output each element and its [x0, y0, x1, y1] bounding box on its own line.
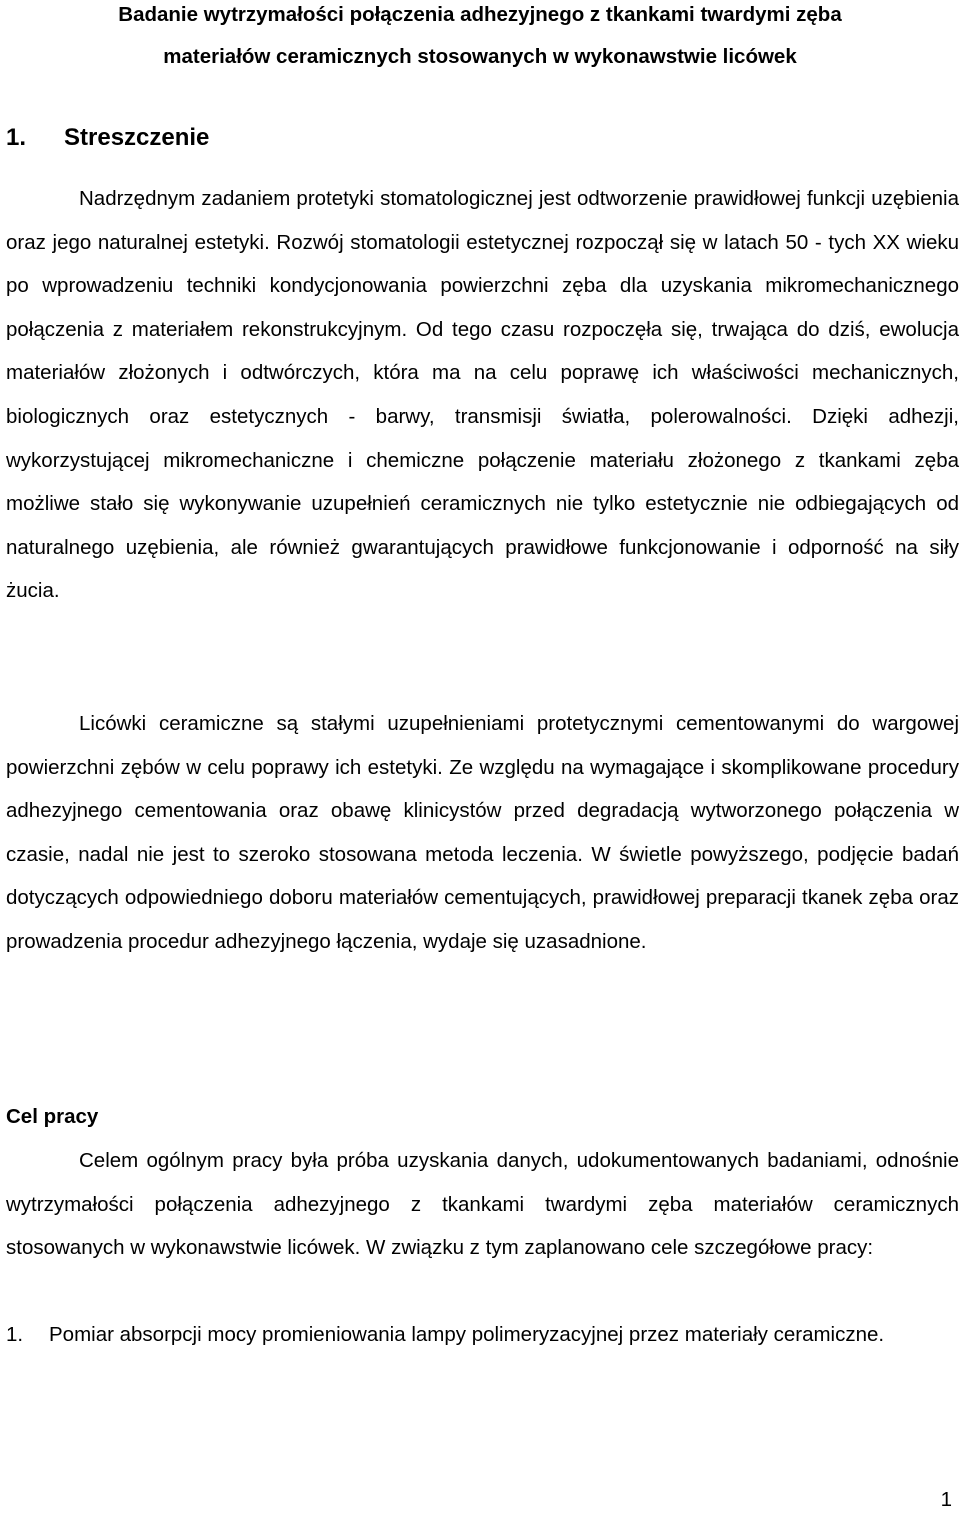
section-number: 1.: [6, 124, 27, 151]
abstract-paragraph-2: Licówki ceramiczne są stałymi uzupełnieniami protetycznymi cementowanymi do wargowej powierzchni zębów w celu poprawy ich estetyki. Ze względu na wymagające i skomplikowane procedury adhezyjnego cementowania oraz obawę klinicystów przed degradacją wytworzonego połączenia w czasie, nadal nie jest to szeroko stosowana metoda leczenia. W świetle powyższego, podjęcie badań dotyczących odpowiedniego doboru materiałów cementujących, prawidłowej preparacji tkanek zęba oraz prowadzenia procedur adhezyjnego łączenia, wydaje się uzasadnione.: [6, 712, 959, 953]
document-title-line-2: materiałów ceramicznych stosowanych w wykonawstwie licówek: [163, 45, 797, 68]
aim-paragraph: Celem ogólnym pracy była próba uzyskania danych, udokumentowanych badaniami, odnośnie wytrzymałości połączenia adhezyjnego z tkankami twardymi zęba materiałów ceramicznych stosowanych w wykonawstwie licówek. W związku z tym zaplanowano cele szczegółowe pracy:: [6, 1149, 959, 1260]
list-item-number: 1.: [6, 1323, 24, 1346]
section-title: Streszczenie: [64, 124, 210, 151]
list-item: [6, 1313, 959, 1357]
abstract-paragraph-1: Nadrzędnym zadaniem protetyki stomatologicznej jest odtworzenie prawidłowej funkcji uzębienia oraz jego naturalnej estetyki. Rozwój stomatologii estetycznej rozpoczął się w latach 50 - tych XX wieku po wprowadzeniu techniki kondycjonowania powierzchni zęba dla uzyskania mikromechanicznego połączenia z materiałem rekonstrukcyjnym. Od tego czasu rozpoczęła się, trwająca do dziś, ewolucja materiałów złożonych i odtwórczych, która ma na celu poprawę ich właściwości mechanicznych, biologicznych oraz estetycznych - barwy, transmisji światła, polerowalności. Dzięki adhezji, wykorzystującej mikromechaniczne i chemiczne połączenie materiału złożonego z tkankami zęba możliwe stało się wykonywanie uzupełnień ceramicznych nie tylko estetycznie nie odbiegających od naturalnego uzębienia, ale również gwarantujących prawidłowe funkcjonowanie i odporność na siły żucia.: [6, 187, 959, 603]
page-number: 1: [940, 1488, 952, 1511]
list-item-text: Pomiar absorpcji mocy promieniowania lampy polimeryzacyjnej przez materiały ceramiczne.: [49, 1323, 885, 1346]
aim-heading: Cel pracy: [6, 1105, 99, 1128]
document-title-line-1: Badanie wytrzymałości połączenia adhezyjnego z tkankami twardymi zęba: [118, 3, 842, 26]
